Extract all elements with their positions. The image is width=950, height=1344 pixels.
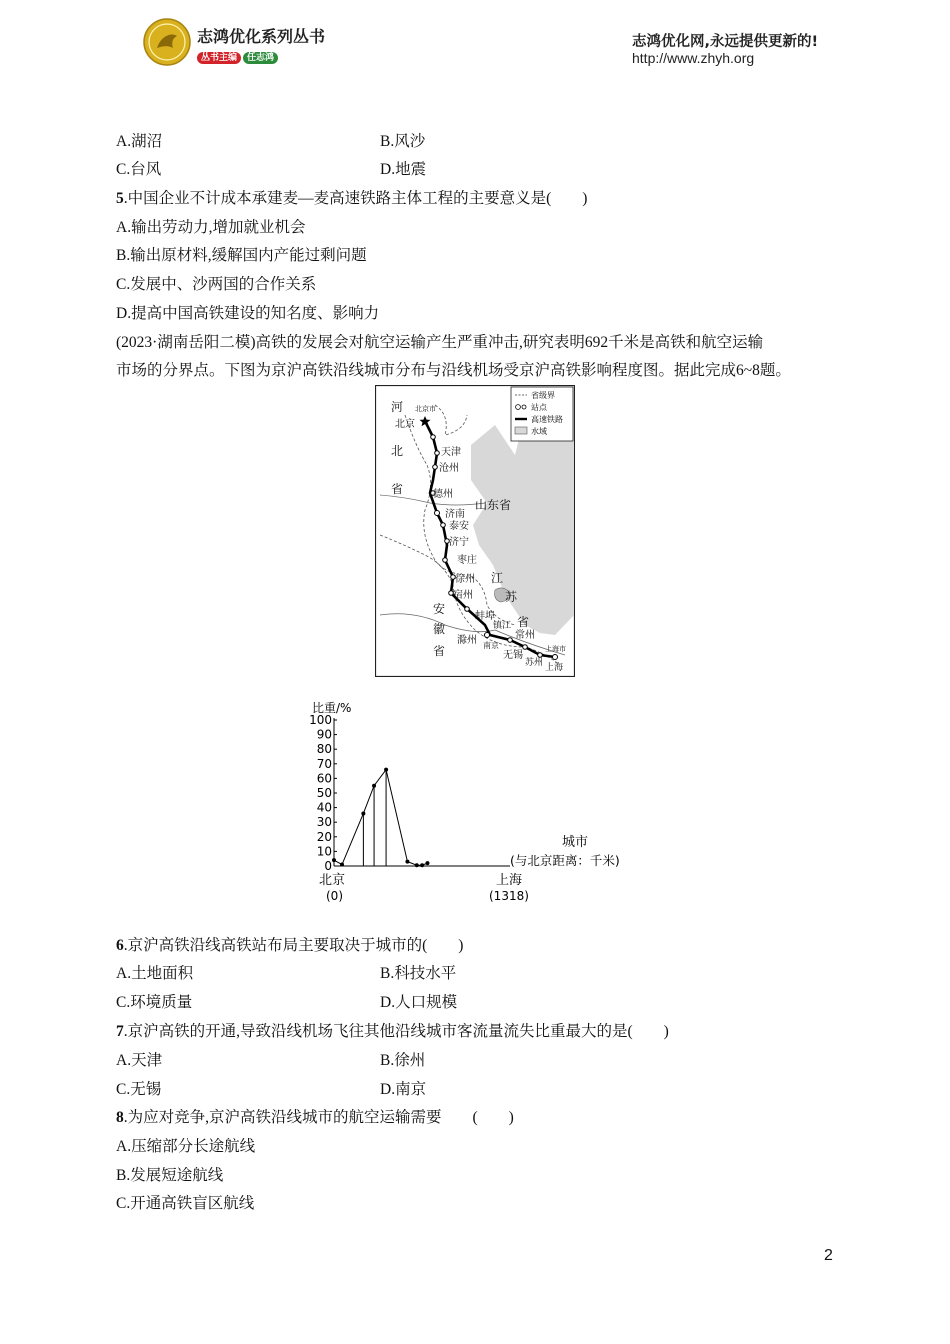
- q8-option-b: B.发展短途航线: [116, 1167, 224, 1184]
- editor-role: 丛书主编: [197, 52, 241, 64]
- city-label: 徐州: [455, 574, 475, 585]
- option-c: C.环境质量: [116, 994, 193, 1011]
- question-text: .京沪高铁的开通,导致沿线机场飞往其他沿线城市客流量流失比重最大的是( ): [123, 1023, 669, 1040]
- q5-option-b: B.输出原材料,缓解国内产能过剩问题: [116, 247, 367, 264]
- y-axis-label: 比重/%: [312, 701, 352, 715]
- option-b: B.风沙: [380, 133, 426, 150]
- city-label: 沧州: [439, 463, 459, 474]
- data-point: [361, 811, 365, 815]
- city-label: 宿州: [453, 590, 473, 601]
- series-title: 志鸿优化系列丛书: [197, 27, 326, 46]
- city-label: 苏州: [525, 658, 544, 668]
- y-tick-label: 70: [316, 756, 332, 771]
- q6-option-row: [116, 993, 458, 1013]
- city-label: 镇江: [493, 621, 512, 631]
- y-tick-label: 80: [316, 742, 332, 757]
- intro-line-1: (2023·湖南岳阳二模)高铁的发展会对航空运输产生严重冲击,研究表明692千米是高铁和航空运输: [116, 334, 764, 351]
- data-point: [372, 784, 376, 788]
- city-label: 北京: [395, 419, 415, 430]
- editor-tag: [197, 47, 278, 65]
- city-label: 泰安: [449, 521, 469, 532]
- data-point: [332, 858, 336, 862]
- option-a: A.天津: [116, 1052, 163, 1069]
- header-slogan: 志鸿优化网,永远提供更新的!: [632, 34, 819, 50]
- q5-option-d: D.提高中国高铁建设的知名度、影响力: [116, 305, 380, 322]
- impact-chart: [300, 698, 660, 908]
- start-city-label: 北京: [319, 873, 346, 888]
- editor-name: 任志鸿: [243, 52, 278, 64]
- legend-railway: 高速铁路: [531, 415, 563, 424]
- city-label: 天津: [441, 447, 461, 458]
- option-a: A.湖沼: [116, 133, 163, 150]
- data-point: [425, 861, 429, 865]
- data-point: [340, 863, 344, 867]
- option-b: B.徐州: [380, 1052, 426, 1069]
- city-label: 北京市: [415, 405, 436, 413]
- city-label: 南京: [483, 641, 499, 650]
- city-label: 滁州: [457, 635, 477, 646]
- option-d: D.南京: [380, 1081, 427, 1098]
- y-tick-label: 10: [316, 844, 332, 859]
- end-distance-label: (1318): [489, 889, 529, 903]
- question-7: [116, 1022, 669, 1042]
- q4-option-row: [116, 132, 426, 152]
- y-tick-label: 40: [316, 800, 332, 815]
- province-label: 江: [491, 571, 504, 585]
- question-text: .中国企业不计成本承建麦—麦高速铁路主体工程的主要意义是( ): [123, 190, 588, 207]
- option-a: A.土地面积: [116, 965, 194, 982]
- data-point: [405, 860, 409, 864]
- city-label: 济南: [445, 509, 465, 520]
- city-label: 上海: [545, 663, 564, 673]
- intro-line-2: 市场的分界点。下图为京沪高铁沿线城市分布与沿线机场受京沪高铁影响程度图。据此完成6~8题。: [116, 362, 791, 379]
- y-tick-label: 60: [316, 771, 332, 786]
- q7-option-row: [116, 1080, 427, 1100]
- x-axis-label: 城市: [562, 835, 589, 850]
- q5-option-a: A.输出劳动力,增加就业机会: [116, 219, 306, 236]
- province-label: 苏: [505, 590, 518, 604]
- railway-map: [375, 385, 575, 677]
- q7-option-row: [116, 1051, 426, 1071]
- page-number: 2: [824, 1247, 833, 1264]
- question-number: 6: [116, 937, 124, 954]
- question-number: 5: [116, 190, 124, 207]
- province-label: 北: [391, 444, 404, 458]
- end-city-label: 上海: [496, 873, 523, 888]
- question-6: [116, 936, 463, 956]
- data-point: [415, 863, 419, 867]
- province-label: 省: [433, 644, 446, 658]
- q8-option-c: C.开通高铁盲区航线: [116, 1195, 255, 1212]
- y-tick-label: 20: [316, 829, 332, 844]
- city-label: 济宁: [449, 537, 469, 548]
- y-tick-label: 0: [324, 859, 332, 873]
- question-8: [116, 1108, 514, 1128]
- y-tick-label: 50: [316, 786, 332, 800]
- city-label: 无锡: [503, 650, 523, 661]
- option-c: C.无锡: [116, 1081, 162, 1098]
- city-label: 枣庄: [457, 555, 477, 566]
- map-legend: [511, 387, 573, 441]
- city-label: 德州: [433, 489, 453, 500]
- option-d: D.人口规模: [380, 994, 458, 1011]
- province-label: 省: [517, 615, 530, 629]
- q8-option-a: A.压缩部分长途航线: [116, 1138, 256, 1155]
- legend-station: 站点: [531, 403, 547, 412]
- option-d: D.地震: [380, 161, 427, 178]
- q6-option-row: [116, 964, 457, 984]
- city-label: 蚌埠: [475, 611, 495, 622]
- legend-water: 水域: [531, 427, 547, 436]
- province-label: 山东省: [475, 498, 512, 512]
- question-number: 7: [116, 1023, 124, 1040]
- question-5: [116, 189, 587, 209]
- option-b: B.科技水平: [380, 965, 457, 982]
- data-point: [384, 768, 388, 772]
- question-text: .京沪高铁沿线高铁站布局主要取决于城市的( ): [123, 937, 464, 954]
- province-label: 河: [391, 400, 404, 414]
- y-tick-label: 90: [316, 727, 332, 742]
- series-line: [334, 770, 427, 866]
- province-label: 徽: [433, 622, 446, 636]
- question-number: 8: [116, 1109, 124, 1126]
- header-url[interactable]: http://www.zhyh.org: [632, 50, 755, 66]
- data-point: [420, 863, 424, 867]
- header: [0, 0, 950, 80]
- start-distance-label: (0): [326, 889, 343, 903]
- x-axis-note: (与北京距离：千米): [510, 853, 620, 868]
- q5-option-c: C.发展中、沙两国的合作关系: [116, 276, 317, 293]
- legend-border: 省级界: [531, 391, 555, 400]
- q4-option-row: [116, 160, 427, 180]
- city-label: 上海市: [545, 645, 566, 653]
- y-tick-label: 30: [316, 815, 332, 830]
- question-text: .为应对竞争,京沪高铁沿线城市的航空运输需要 ( ): [123, 1109, 514, 1126]
- series-logo: [143, 18, 191, 66]
- option-c: C.台风: [116, 161, 162, 178]
- y-tick-label: 100: [309, 713, 332, 727]
- province-label: 省: [391, 482, 404, 496]
- province-label: 安: [433, 602, 446, 616]
- city-label: 常州: [515, 630, 535, 641]
